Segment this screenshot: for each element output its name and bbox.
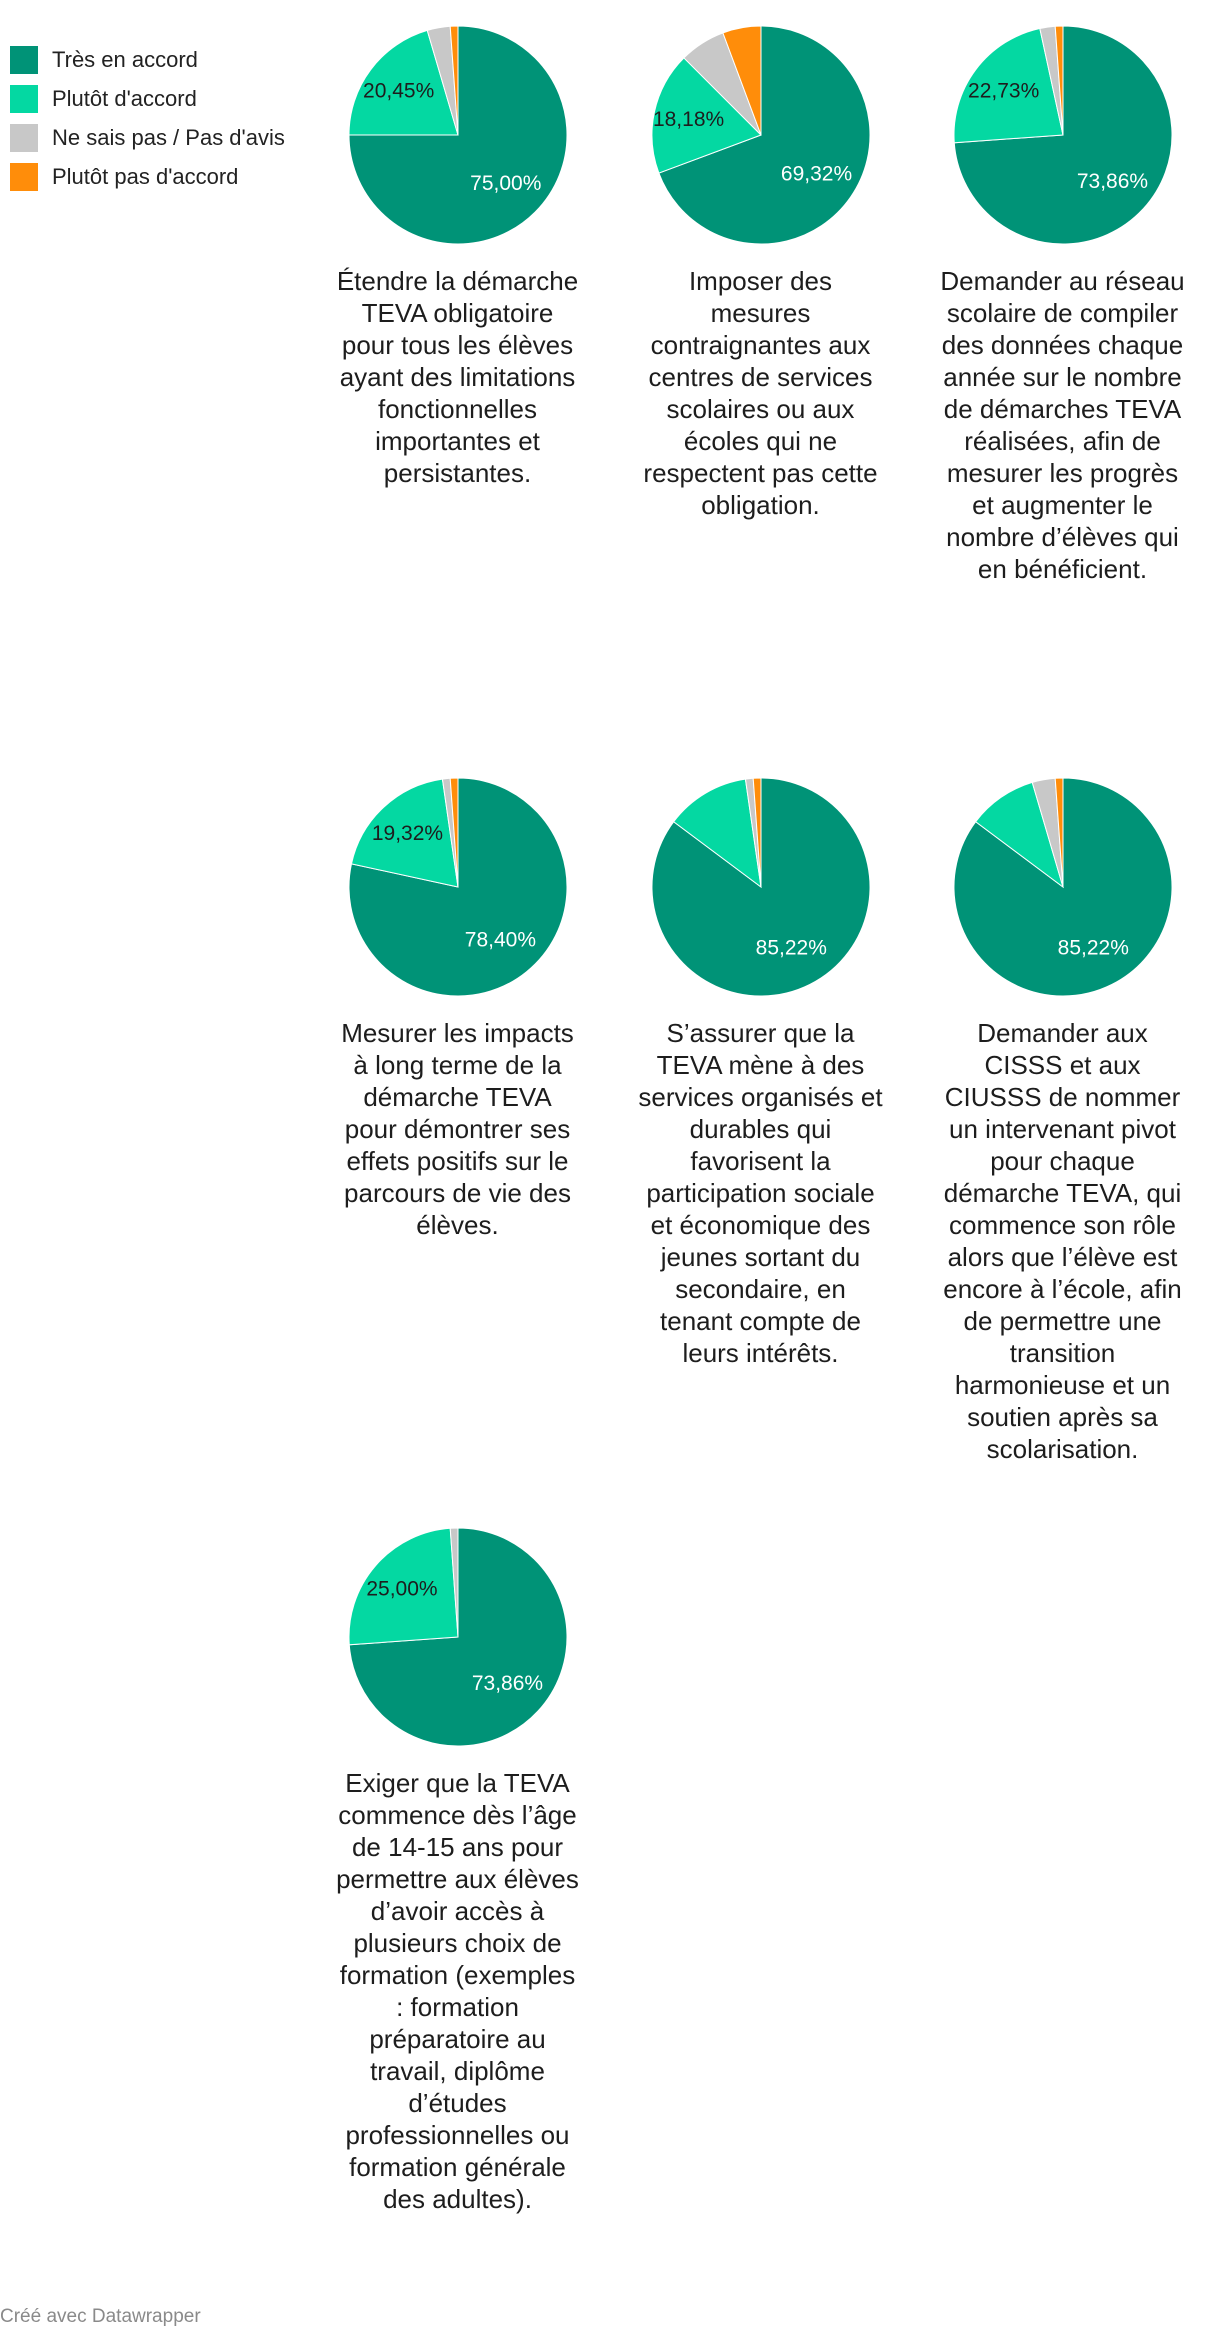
legend-swatch [10,46,38,74]
slice-value-label: 85,22% [1057,936,1129,960]
pie-caption: Demander aux CISSS et aux CIUSSS de nommer un intervenant pivot pour chaque démarche TEVA, qui commence son rôle alors que l’élève est encore à l’école, afin de permettre une transition harmonieuse et un soutien après sa scolarisation. [943,1018,1182,1464]
slice-value-label: 18,18% [652,108,724,132]
legend-label: Plutôt pas d'accord [52,163,239,189]
slice-value-label: 22,73% [967,79,1039,103]
pie-caption: Exiger que la TEVA commence dès l’âge de 14-15 ans pour permettre aux élèves d’avoir accès à plusieurs choix de formation (exemples : formation préparatoire au travail, diplôme d’études professionnelles ou formation générale des adultes). [336,1768,579,2214]
slice-value-label: 20,45% [362,79,434,103]
pie-chart-cell [335,777,580,1241]
legend-item-tres-en-accord [10,40,285,79]
legend-item-plutot-pas-d-accord [10,157,285,196]
legend-item-plutot-d-accord [10,79,285,118]
pie-chart-cell [940,25,1185,585]
pie-chart-cell [335,25,580,489]
pie-caption: Étendre la démarche TEVA obligatoire pour tous les élèves ayant des limitations fonctionnelles importantes et persistantes. [336,266,579,488]
legend [10,40,285,196]
legend-label: Plutôt d'accord [52,85,197,111]
pie-chart [348,25,568,245]
pie-caption: S’assurer que la TEVA mène à des services organisés et durables qui favorisent la participation sociale et économique des jeunes sortant du secondaire, en tenant compte de leurs intérêts. [638,1018,883,1368]
slice-value-label: 75,00% [469,171,541,195]
pie-caption: Demander au réseau scolaire de compiler des données chaque année sur le nombre de démarches TEVA réalisées, afin de mesurer les progrès et augmenter le nombre d’élèves qui en bénéficient. [940,266,1185,584]
pie-chart [953,25,1173,245]
pie-chart-cell [940,777,1185,1465]
legend-item-ne-sais-pas [10,118,285,157]
pie-chart-cell [638,777,883,1369]
slice-value-label: 85,22% [755,936,827,960]
pie-caption: Mesurer les impacts à long terme de la démarche TEVA pour démontrer ses effets positifs sur le parcours de vie des élèves. [341,1018,574,1240]
legend-swatch [10,85,38,113]
slice-value-label: 19,32% [371,821,443,845]
slice-value-label: 69,32% [780,162,852,186]
pie-chart-cell [335,1527,580,2215]
slice-value-label: 25,00% [365,1577,438,1601]
pie-caption: Imposer des mesures contraignantes aux centres de services scolaires ou aux écoles qui ne respectent pas cette obligation. [643,266,878,520]
slice-value-label: 73,86% [471,1672,543,1696]
pie-chart [651,25,871,245]
legend-label: Très en accord [52,46,198,72]
pie-chart [348,1527,568,1747]
pie-chart [348,777,568,997]
pie-chart-cell [638,25,883,521]
pie-chart [953,777,1173,997]
legend-label: Ne sais pas / Pas d'avis [52,124,285,150]
slice-value-label: 78,40% [464,928,536,952]
footer-credit: Créé avec Datawrapper [0,2306,201,2327]
slice-value-label: 73,86% [1076,170,1148,194]
legend-swatch [10,124,38,152]
legend-swatch [10,163,38,191]
pie-chart [651,777,871,997]
